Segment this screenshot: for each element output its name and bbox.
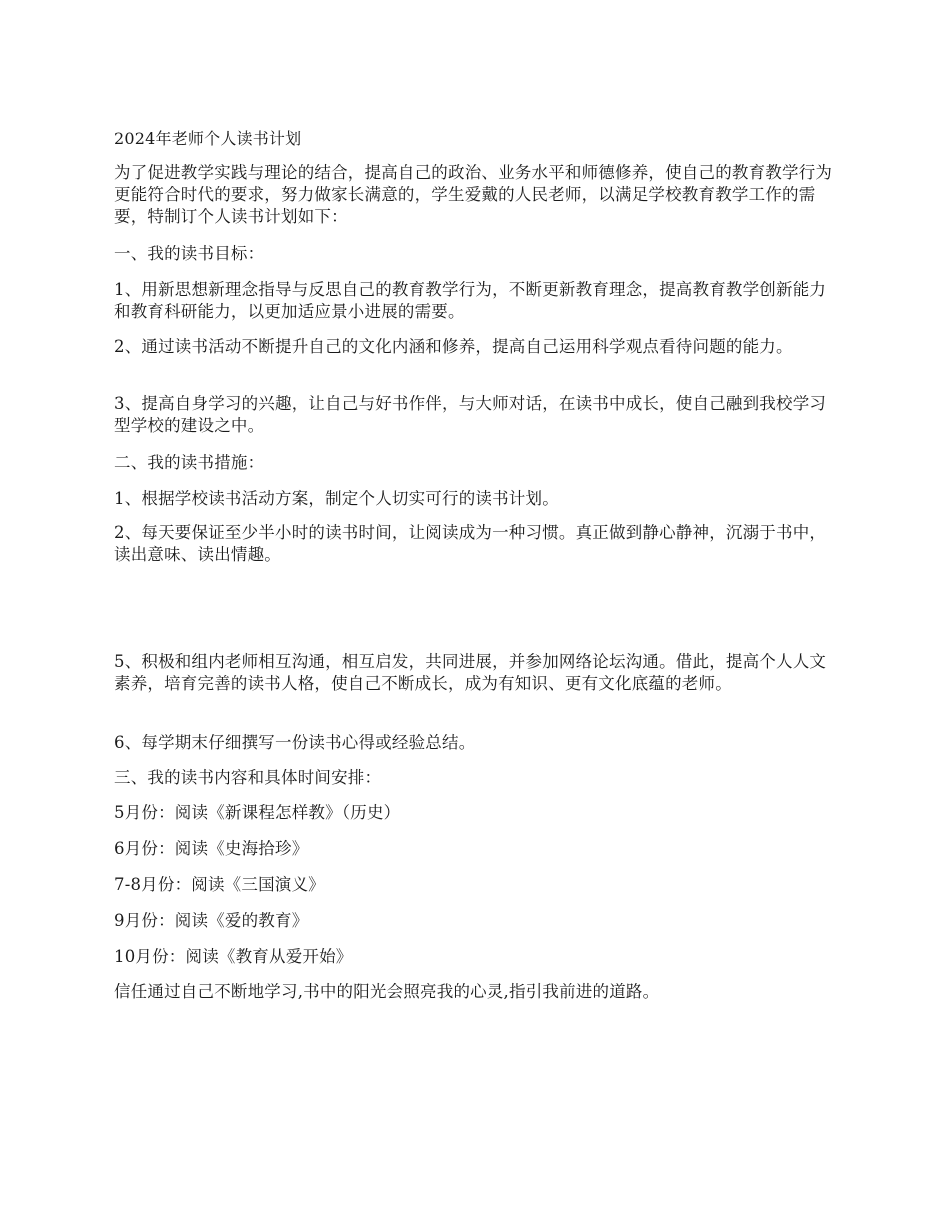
schedule-item: 10月份：阅读《教育从爱开始》 bbox=[114, 947, 353, 966]
schedule-item: 9月份：阅读《爱的教育》 bbox=[114, 911, 309, 930]
measure-item-6: 6、每学期末仔细撰写一份读书心得或经验总结。 bbox=[114, 733, 476, 752]
schedule-item: 5月份：阅读《新课程怎样教》（历史） bbox=[114, 803, 401, 822]
measure-item-5: 5、积极和组内老师相互沟通，相互启发，共同进展，并参加网络论坛沟通。借此，提高个人人文素养，培育完善的读书人格，使自己不断成长，成为有知识、更有文化底蕴的老师。 bbox=[114, 652, 827, 693]
document-page bbox=[114, 0, 842, 1230]
measure-item-1: 1、根据学校读书活动方案，制定个人切实可行的读书计划。 bbox=[114, 489, 559, 508]
intro-paragraph: 为了促进教学实践与理论的结合，提高自己的政治、业务水平和师德修养，使自己的教育教学行为更能符合时代的要求，努力做家长满意的，学生爱戴的人民老师，以满足学校教育教学工作的需要，特制订个人读书计划如下： bbox=[114, 163, 833, 226]
measure-item-2: 2、每天要保证至少半小时的读书时间，让阅读成为一种习惯。真正做到静心静神，沉溺于书中，读出意味、读出情趣。 bbox=[114, 523, 827, 564]
goal-item-2: 2、通过读书活动不断提升自己的文化内涵和修养，提高自己运用科学观点看待问题的能力。 bbox=[114, 337, 793, 356]
section-heading-measures: 二、我的读书措施： bbox=[114, 453, 265, 472]
schedule-item: 7-8月份：阅读《三国演义》 bbox=[114, 875, 325, 894]
schedule-item: 6月份：阅读《史海拾珍》 bbox=[114, 839, 309, 858]
section-heading-goals: 一、我的读书目标： bbox=[114, 244, 265, 263]
closing-paragraph: 信任通过自己不断地学习,书中的阳光会照亮我的心灵,指引我前进的道路。 bbox=[114, 982, 660, 1001]
goal-item-1: 1、用新思想新理念指导与反思自己的教育教学行为，不断更新教育理念，提高教育教学创新能力和教育科研能力，以更加适应景小进展的需要。 bbox=[114, 280, 827, 321]
section-heading-schedule: 三、我的读书内容和具体时间安排： bbox=[114, 768, 382, 787]
document-title: 2024年老师个人读书计划 bbox=[114, 129, 302, 148]
goal-item-3: 3、提高自身学习的兴趣，让自己与好书作伴，与大师对话，在读书中成长，使自己融到我校学习型学校的建设之中。 bbox=[114, 394, 827, 435]
